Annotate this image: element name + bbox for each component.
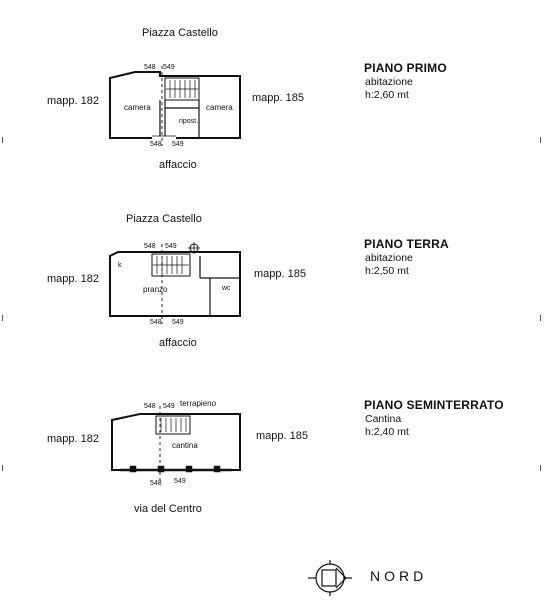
parcel-number: 548 [144, 64, 156, 71]
parcel-number: 548 [150, 319, 162, 326]
parcel-number: 548 [144, 403, 156, 410]
parcel-number: 549 [172, 141, 184, 148]
room-label: wc [222, 285, 231, 292]
room-label: camera [206, 103, 233, 112]
piano-terra-plan [110, 242, 240, 316]
right-neighbor-label: mapp. 185 [252, 92, 304, 104]
parcel-number: 549 [165, 243, 177, 250]
floor-use: abitazione [365, 76, 413, 88]
parcel-number: 549 [163, 64, 175, 71]
floor-height: h:2,40 mt [365, 426, 409, 438]
right-neighbor-label: mapp. 185 [254, 268, 306, 280]
floor-title: PIANO PRIMO [364, 61, 447, 75]
edge-tick [540, 315, 541, 321]
floor-title: PIANO TERRA [364, 237, 449, 251]
facade-label: affaccio [159, 337, 197, 349]
room-label: pranzo [143, 285, 168, 294]
room-label: k [118, 262, 122, 269]
floor-height: h:2,50 mt [365, 265, 409, 277]
piano-terra-stair-treads [153, 256, 189, 274]
street-top-label: Piazza Castello [126, 213, 202, 225]
edge-tick [540, 465, 541, 471]
parcel-number: 549 [174, 478, 186, 485]
edge-tick [540, 137, 541, 143]
room-label: ripost. [179, 118, 199, 125]
parcel-number: 548 [150, 141, 162, 148]
right-neighbor-label: mapp. 185 [256, 430, 308, 442]
edge-tick [2, 465, 3, 471]
compass-icon [314, 564, 348, 592]
piano-primo-stair-treads [166, 80, 198, 98]
street-bottom-label: via del Centro [134, 503, 202, 515]
street-top-label: Piazza Castello [142, 27, 218, 39]
left-neighbor-label: mapp. 182 [47, 95, 99, 107]
edge-tick [2, 137, 3, 143]
left-neighbor-label: mapp. 182 [47, 273, 99, 285]
parcel-number: 549 [163, 403, 175, 410]
floor-use: Cantina [365, 413, 402, 425]
parcel-number: 548 [150, 480, 162, 487]
north-label: NORD [370, 568, 428, 584]
facade-label: affaccio [159, 159, 197, 171]
parcel-number: 549 [172, 319, 184, 326]
parcel-number: 548 [144, 243, 156, 250]
floor-use: abitazione [365, 252, 413, 264]
edge-tick [2, 315, 3, 321]
floor-title: PIANO SEMINTERRATO [364, 398, 504, 412]
floor-height: h:2,60 mt [365, 89, 409, 101]
room-label: camera [124, 103, 151, 112]
room-label: cantina [172, 441, 198, 450]
left-neighbor-label: mapp. 182 [47, 433, 99, 445]
piano-seminterrato-stair-treads [161, 418, 186, 432]
boundary-label: terrapieno [180, 399, 217, 408]
